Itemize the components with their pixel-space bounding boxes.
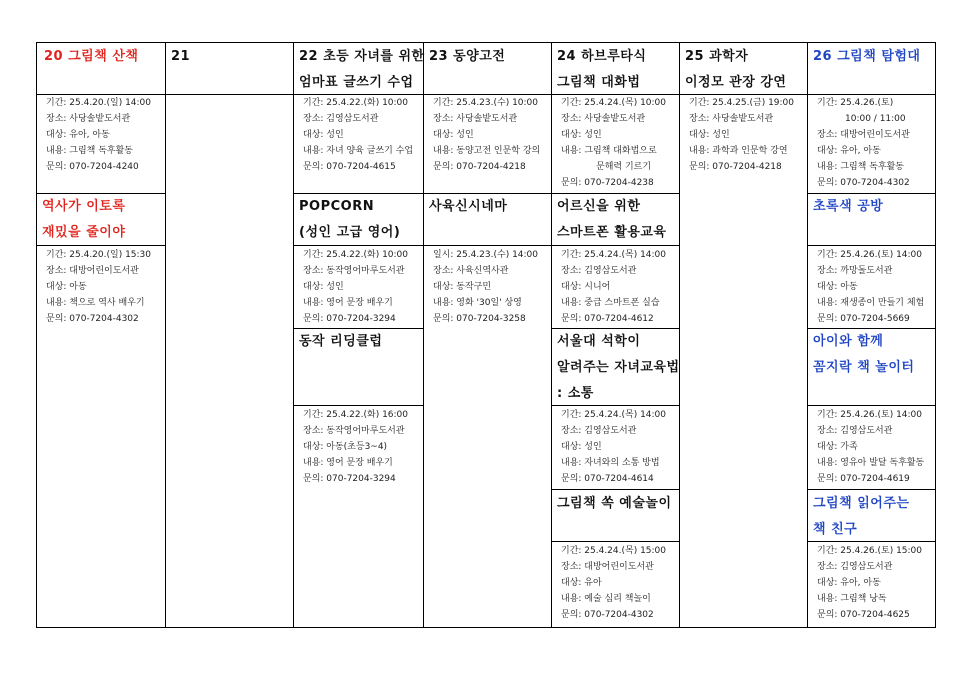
detail-place: 장소: 대방어린이도서관 — [561, 562, 654, 572]
detail-contact: 문의: 070-7204-3258 — [433, 314, 526, 324]
detail-content: 내용: 그림책 낭독 — [817, 594, 887, 604]
detail-period: 기간: 25.4.24.(목) 15:00 — [561, 546, 667, 556]
detail-place: 장소: 사육신역사관 — [433, 266, 509, 276]
detail-contact: 문의: 070-7204-4615 — [303, 162, 396, 172]
detail-target: 대상: 아동 — [46, 282, 87, 292]
event-title-23-classics — [425, 44, 505, 70]
event-title-26-explorers — [809, 44, 921, 70]
event-details-26-explorers — [807, 95, 910, 191]
detail-place: 장소: 김영삼도서관 — [561, 426, 637, 436]
detail-period: 기간: 25.4.22.(화) 10:00 — [303, 98, 409, 108]
event-title-green-workshop — [809, 194, 883, 220]
detail-contact: 문의: 070-7204-4302 — [817, 178, 910, 188]
detail-contact: 문의: 070-7204-3294 — [303, 314, 396, 324]
event-title-line: 그림책 읽어주는 — [813, 496, 910, 511]
detail-period: 기간: 25.4.25.(금) 19:00 — [689, 98, 795, 108]
detail-place: 장소: 김영삼도서관 — [817, 562, 893, 572]
event-title-line: 21 — [171, 49, 191, 64]
event-details-green-workshop — [807, 247, 924, 327]
event-title-line: (성인 고급 영어) — [299, 225, 401, 240]
detail-place: 장소: 사당솔밭도서관 — [689, 114, 774, 124]
detail-place: 장소: 김영삼도서관 — [561, 266, 637, 276]
detail-content: 내용: 그림책 독후활동 — [46, 146, 134, 156]
event-details-book-playground — [807, 407, 924, 487]
detail-content: 내용: 과학과 인문학 강연 — [689, 146, 788, 156]
detail-contact: 문의: 070-7204-4614 — [561, 474, 654, 484]
event-details-popcorn — [293, 247, 408, 327]
event-title-line: 서울대 석학이 — [557, 334, 641, 349]
detail-contact: 문의: 070-7204-4612 — [561, 314, 654, 324]
detail-target: 대상: 아동 — [817, 282, 858, 292]
event-details-smartphone — [551, 247, 666, 327]
event-title-line: 알려주는 자녀교육법 — [557, 360, 680, 375]
event-title-line: 그림책 쏙 예술놀이 — [557, 496, 672, 511]
event-title-line: 사육신시네마 — [429, 199, 508, 214]
detail-place: 장소: 사당솔밭도서관 — [561, 114, 646, 124]
grid-hline — [36, 42, 936, 43]
grid-hline — [807, 245, 935, 246]
detail-content: 내용: 동양고전 인문학 강의 — [433, 146, 541, 156]
detail-target: 대상: 아동(초등3~4) — [303, 442, 388, 452]
event-details-24-havruta — [551, 95, 666, 191]
event-title-reading-club — [295, 329, 382, 355]
detail-place: 장소: 동작영어마루도서관 — [303, 426, 405, 436]
event-title-line: 23 동양고전 — [429, 49, 506, 64]
detail-period: 기간: 25.4.26.(토) 14:00 — [817, 250, 923, 260]
detail-period: 기간: 25.4.23.(수) 10:00 — [433, 98, 539, 108]
event-title-art-play — [553, 491, 672, 517]
detail-period: 기간: 25.4.26.(토) 14:00 — [817, 410, 923, 420]
grid-hline — [551, 489, 679, 490]
event-title-parenting — [553, 329, 680, 407]
event-title-line: 초록색 공방 — [813, 199, 884, 214]
event-title-line: 재밌을 줄이야 — [42, 225, 126, 240]
event-title-book-playground — [809, 329, 914, 381]
detail-place: 장소: 대방어린이도서관 — [46, 266, 139, 276]
event-details-history — [36, 247, 151, 327]
detail-contact: 문의: 070-7204-4238 — [561, 178, 654, 188]
event-title-line: 꼼지락 책 놀이터 — [813, 360, 915, 375]
detail-content: 내용: 중급 스마트폰 실습 — [561, 298, 660, 308]
detail-period: 기간: 25.4.24.(목) 10:00 — [561, 98, 667, 108]
detail-target: 대상: 성인 — [433, 130, 474, 140]
event-title-line: 엄마표 글쓰기 수업 — [299, 75, 414, 90]
detail-period: 기간: 25.4.20.(일) 15:30 — [46, 250, 152, 260]
detail-period: 기간: 25.4.20.(일) 14:00 — [46, 98, 152, 108]
detail-target: 대상: 시니어 — [561, 282, 611, 292]
detail-content: 내용: 예술 심리 책놀이 — [561, 594, 651, 604]
detail-content: 내용: 영유아 발달 독후활동 — [817, 458, 925, 468]
event-title-smartphone — [553, 194, 667, 246]
detail-content: 내용: 자녀 양육 글쓰기 수업 — [303, 146, 414, 156]
detail-contact: 문의: 070-7204-4218 — [689, 162, 782, 172]
event-details-reading-club — [293, 407, 408, 487]
detail-contact: 문의: 070-7204-3294 — [303, 474, 396, 484]
event-title-line: 20 그림책 산책 — [44, 49, 139, 64]
event-title-line: : 소통 — [557, 386, 594, 401]
detail-period: 일시: 25.4.23.(수) 14:00 — [433, 250, 539, 260]
detail-period-times: 10:00 / 11:00 — [845, 114, 906, 124]
detail-target: 대상: 성인 — [689, 130, 730, 140]
detail-target: 대상: 성인 — [561, 130, 602, 140]
detail-contact: 문의: 070-7204-4218 — [433, 162, 526, 172]
detail-contact: 문의: 070-7204-4302 — [561, 610, 654, 620]
grid-hline — [807, 405, 935, 406]
event-title-line: 스마트폰 활용교육 — [557, 225, 667, 240]
detail-place: 장소: 동작영어마루도서관 — [303, 266, 405, 276]
detail-place: 장소: 까망돌도서관 — [817, 266, 893, 276]
event-details-20-picturebook-walk — [36, 95, 151, 175]
detail-period: 기간: 25.4.24.(목) 14:00 — [561, 250, 667, 260]
detail-place: 장소: 김영삼도서관 — [303, 114, 379, 124]
event-title-line: 역사가 이토록 — [42, 199, 126, 214]
grid-vline — [935, 42, 936, 628]
detail-target: 대상: 유아, 아동 — [817, 578, 881, 588]
grid-hline — [293, 405, 423, 406]
event-details-art-play — [551, 543, 666, 623]
event-title-popcorn — [295, 194, 400, 246]
detail-target: 대상: 가족 — [817, 442, 858, 452]
detail-period: 기간: 25.4.22.(화) 10:00 — [303, 250, 409, 260]
event-title-history — [38, 194, 125, 246]
event-title-line: 책 친구 — [813, 522, 858, 537]
detail-target: 대상: 성인 — [303, 282, 344, 292]
detail-target: 대상: 성인 — [561, 442, 602, 452]
grid-vline — [165, 42, 166, 628]
detail-place: 장소: 사당솔밭도서관 — [433, 114, 518, 124]
detail-target: 대상: 유아 — [561, 578, 602, 588]
detail-content: 내용: 영어 문장 배우기 — [303, 458, 393, 468]
event-title-line: 어르신을 위한 — [557, 199, 641, 214]
detail-target: 대상: 동작구민 — [433, 282, 492, 292]
detail-content: 내용: 영화 '30일' 상영 — [433, 298, 522, 308]
detail-content: 내용: 책으로 역사 배우기 — [46, 298, 145, 308]
event-details-cinema — [423, 247, 538, 327]
detail-content: 내용: 재생종이 만들기 체험 — [817, 298, 925, 308]
detail-contact: 문의: 070-7204-4302 — [46, 314, 139, 324]
detail-content: 내용: 그림책 독후활동 — [817, 162, 905, 172]
detail-contact: 문의: 070-7204-4240 — [46, 162, 139, 172]
detail-place: 장소: 김영삼도서관 — [817, 426, 893, 436]
detail-content: 내용: 그림책 대화법으로 — [561, 146, 657, 156]
event-title-line: 25 과학자 — [685, 49, 749, 64]
grid-hline — [36, 627, 936, 628]
detail-target: 대상: 유아, 아동 — [817, 146, 881, 156]
event-title-24-havruta — [553, 44, 646, 96]
event-title-25-science-lecture — [681, 44, 786, 96]
event-title-line: 그림책 대화법 — [557, 75, 641, 90]
event-title-line: 동작 리딩클럽 — [299, 334, 383, 349]
detail-period: 기간: 25.4.26.(토) 15:00 — [817, 546, 923, 556]
detail-content: 내용: 자녀와의 소통 방법 — [561, 458, 660, 468]
detail-content: 내용: 영어 문장 배우기 — [303, 298, 393, 308]
grid-hline — [807, 489, 935, 490]
event-title-line: 아이와 함께 — [813, 334, 884, 349]
event-title-book-friend — [809, 491, 909, 543]
detail-place: 장소: 대방어린이도서관 — [817, 130, 910, 140]
event-title-20-picturebook-walk — [40, 44, 138, 70]
event-title-cinema — [425, 194, 507, 220]
detail-period: 기간: 25.4.24.(목) 14:00 — [561, 410, 667, 420]
event-title-22-writing-class — [295, 44, 425, 96]
event-title-line: POPCORN — [299, 199, 375, 214]
event-details-22-writing-class — [293, 95, 413, 175]
detail-place: 장소: 사당솔밭도서관 — [46, 114, 131, 124]
event-details-book-friend — [807, 543, 922, 623]
detail-contact: 문의: 070-7204-5669 — [817, 314, 910, 324]
detail-period: 기간: 25.4.22.(화) 16:00 — [303, 410, 409, 420]
detail-contact: 문의: 070-7204-4625 — [817, 610, 910, 620]
event-title-line: 24 하브루타식 — [557, 49, 647, 64]
event-title-line: 이정모 관장 강연 — [685, 75, 787, 90]
detail-contact: 문의: 070-7204-4619 — [817, 474, 910, 484]
grid-hline — [423, 245, 551, 246]
event-details-25-science-lecture — [679, 95, 794, 175]
grid-hline — [551, 541, 679, 542]
detail-target: 대상: 유아, 아동 — [46, 130, 110, 140]
day-header-21 — [167, 44, 190, 70]
event-title-line: 26 그림책 탐험대 — [813, 49, 921, 64]
detail-content-cont: 문해력 기르기 — [596, 162, 652, 172]
event-details-23-classics — [423, 95, 540, 175]
detail-period: 기간: 25.4.26.(토) — [817, 98, 894, 108]
detail-target: 대상: 성인 — [303, 130, 344, 140]
event-title-line: 22 초등 자녀를 위한 — [299, 49, 425, 64]
event-details-parenting — [551, 407, 666, 487]
